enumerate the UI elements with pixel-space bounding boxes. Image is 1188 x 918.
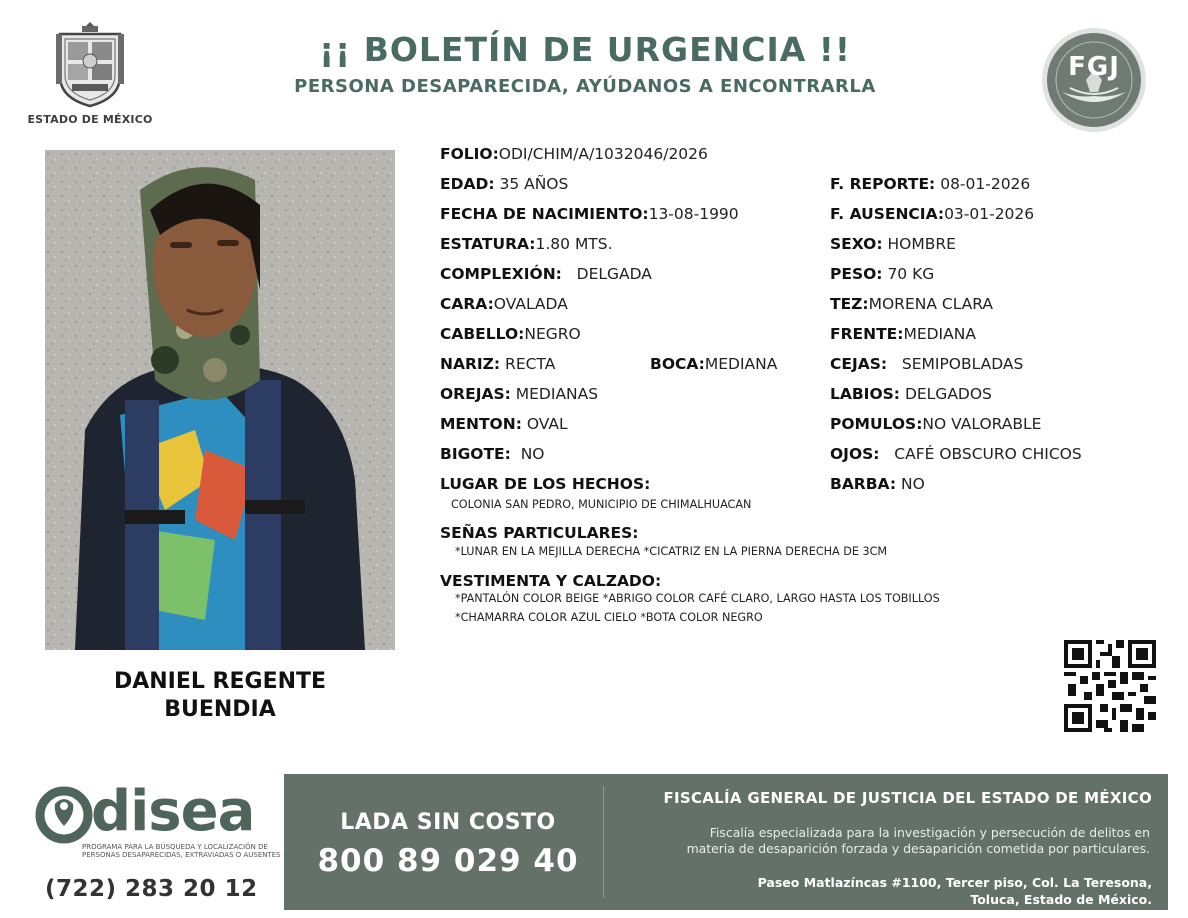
field-cejas-label: CEJAS: — [830, 355, 888, 373]
fgj-address — [610, 874, 1152, 908]
field-nariz-value: RECTA — [505, 355, 556, 373]
person-name — [60, 668, 380, 724]
field-boca — [650, 355, 777, 373]
vestimenta-line2: *CHAMARRA COLOR AZUL CIELO *BOTA COLOR NEGRO — [455, 611, 763, 624]
field-f-reporte-value: 08-01-2026 — [940, 175, 1031, 193]
field-ojos-label: OJOS: — [830, 445, 880, 463]
field-barba-value: NO — [900, 475, 925, 493]
odisea-phone[interactable]: (722) 283 20 12 — [45, 876, 258, 902]
field-fecha-nacimiento — [440, 205, 739, 223]
field-labios — [830, 385, 992, 403]
field-complexion — [440, 265, 652, 283]
bulletin-title: ¡¡ BOLETÍN DE URGENCIA !! — [319, 30, 851, 69]
estado-de-mexico-seal-icon — [52, 20, 128, 108]
field-f-reporte — [830, 175, 1030, 193]
field-frente — [830, 325, 976, 343]
field-f-ausencia-value: 03-01-2026 — [944, 205, 1035, 223]
fgj-description — [610, 825, 1150, 857]
vestimenta-line1: *PANTALÓN COLOR BEIGE *ABRIGO COLOR CAFÉ CLARO, LARGO HASTA LOS TOBILLOS — [455, 592, 940, 605]
field-peso — [830, 265, 934, 283]
field-peso-value: 70 KG — [887, 265, 935, 283]
field-f-ausencia — [830, 205, 1034, 223]
field-cabello — [440, 325, 581, 343]
field-edad — [440, 175, 568, 193]
field-bigote — [440, 445, 545, 463]
missing-person-photo — [45, 150, 395, 650]
field-tez — [830, 295, 993, 313]
field-pomulos-label: POMULOS: — [830, 415, 923, 433]
field-menton — [440, 415, 568, 433]
person-photo-illustration — [45, 150, 395, 650]
field-bigote-value: NO — [520, 445, 545, 463]
field-f-ausencia-label: F. AUSENCIA: — [830, 205, 945, 223]
fgj-description-line2: materia de desaparición forzada y desaparición cometida por particulares. — [686, 841, 1150, 856]
field-cejas-value: SEMIPOBLADAS — [901, 355, 1024, 373]
field-edad-label: EDAD: — [440, 175, 495, 193]
field-estatura-label: ESTATURA: — [440, 235, 536, 253]
field-cejas — [830, 355, 1023, 373]
fgj-logo — [1040, 26, 1148, 134]
field-edad-value: 35 AÑOS — [499, 175, 569, 193]
field-cabello-value: NEGRO — [524, 325, 581, 343]
fgj-institution-title: FISCALÍA GENERAL DE JUSTICIA DEL ESTADO DE MÉXICO — [663, 789, 1152, 807]
odisea-tagline: PROGRAMA PARA LA BÚSQUEDA Y LOCALIZACIÓN DE PERSONAS DESAPARECIDAS, EXTRAVIADAS O AUSENTES — [82, 843, 281, 860]
field-folio-value: ODI/CHIM/A/1032046/2026 — [498, 145, 708, 163]
field-folio-label: FOLIO: — [440, 145, 499, 163]
fgj-logo-text: FGJ — [1068, 52, 1120, 82]
field-cabello-label: CABELLO: — [440, 325, 525, 343]
lada-sin-costo-label: LADA SIN COSTO — [340, 810, 556, 835]
bulletin-subtitle: PERSONA DESAPARECIDA, AYÚDANOS A ENCONTRARLA — [294, 76, 876, 97]
field-frente-value: MEDIANA — [903, 325, 976, 343]
field-complexion-label: COMPLEXIÓN: — [440, 265, 562, 283]
field-tez-label: TEZ: — [830, 295, 869, 313]
field-menton-value: OVAL — [526, 415, 568, 433]
field-nariz-label: NARIZ: — [440, 355, 501, 373]
field-pomulos-value: NO VALORABLE — [922, 415, 1042, 433]
field-fecha-nacimiento-label: FECHA DE NACIMIENTO: — [440, 205, 649, 223]
fgj-address-line1: Paseo Matlazíncas #1100, Tercer piso, Col. La Teresona, — [757, 875, 1152, 890]
field-ojos-value: CAFÉ OBSCURO CHICOS — [894, 445, 1082, 463]
lada-sin-costo-number[interactable]: 800 89 029 40 — [317, 843, 579, 879]
field-fecha-nacimiento-value: 13-08-1990 — [648, 205, 739, 223]
field-orejas — [440, 385, 598, 403]
field-folio — [440, 145, 708, 163]
field-labios-value: DELGADOS — [904, 385, 992, 403]
person-name-line1: DANIEL REGENTE — [113, 669, 327, 694]
odisea-wordmark: disea — [91, 779, 255, 844]
field-cara-value: OVALADA — [493, 295, 568, 313]
field-sexo-value: HOMBRE — [887, 235, 956, 253]
field-estatura — [440, 235, 613, 253]
senas-particulares-line1: *LUNAR EN LA MEJILLA DERECHA *CICATRIZ EN LA PIERNA DERECHA DE 3CM — [455, 545, 888, 558]
fgj-address-line2: Toluca, Estado de México. — [970, 892, 1152, 907]
field-orejas-label: OREJAS: — [440, 385, 511, 403]
person-name-line2: BUENDIA — [164, 697, 276, 722]
field-barba-label: BARBA: — [830, 475, 897, 493]
field-orejas-value: MEDIANAS — [515, 385, 599, 403]
field-cara — [440, 295, 568, 313]
field-complexion-value: DELGADA — [576, 265, 652, 283]
field-nariz — [440, 355, 555, 373]
lugar-hechos-label: LUGAR DE LOS HECHOS: — [440, 475, 651, 493]
field-bigote-label: BIGOTE: — [440, 445, 511, 463]
field-ojos — [830, 445, 1082, 463]
field-f-reporte-label: F. REPORTE: — [830, 175, 936, 193]
field-pomulos — [830, 415, 1041, 433]
estado-de-mexico-label: ESTADO DE MÉXICO — [27, 113, 153, 126]
field-cara-label: CARA: — [440, 295, 494, 313]
field-sexo — [830, 235, 956, 253]
field-boca-value: MEDIANA — [704, 355, 778, 373]
odisea-location-pin-icon — [35, 786, 93, 850]
vestimenta-label: VESTIMENTA Y CALZADO: — [440, 572, 662, 590]
field-estatura-value: 1.80 MTS. — [535, 235, 613, 253]
lugar-hechos-value: COLONIA SAN PEDRO, MUNICIPIO DE CHIMALHUACAN — [451, 498, 752, 511]
field-barba — [830, 475, 925, 493]
field-boca-label: BOCA: — [650, 355, 705, 373]
field-menton-label: MENTON: — [440, 415, 522, 433]
footer-divider — [603, 786, 604, 898]
field-labios-label: LABIOS: — [830, 385, 900, 403]
field-peso-label: PESO: — [830, 265, 883, 283]
field-frente-label: FRENTE: — [830, 325, 904, 343]
senas-particulares-label: SEÑAS PARTICULARES: — [440, 524, 639, 542]
fgj-description-line1: Fiscalía especializada para la investigación y persecución de delitos en — [709, 825, 1150, 840]
field-sexo-label: SEXO: — [830, 235, 883, 253]
field-tez-value: MORENA CLARA — [868, 295, 994, 313]
qr-code-icon[interactable] — [1064, 640, 1156, 732]
